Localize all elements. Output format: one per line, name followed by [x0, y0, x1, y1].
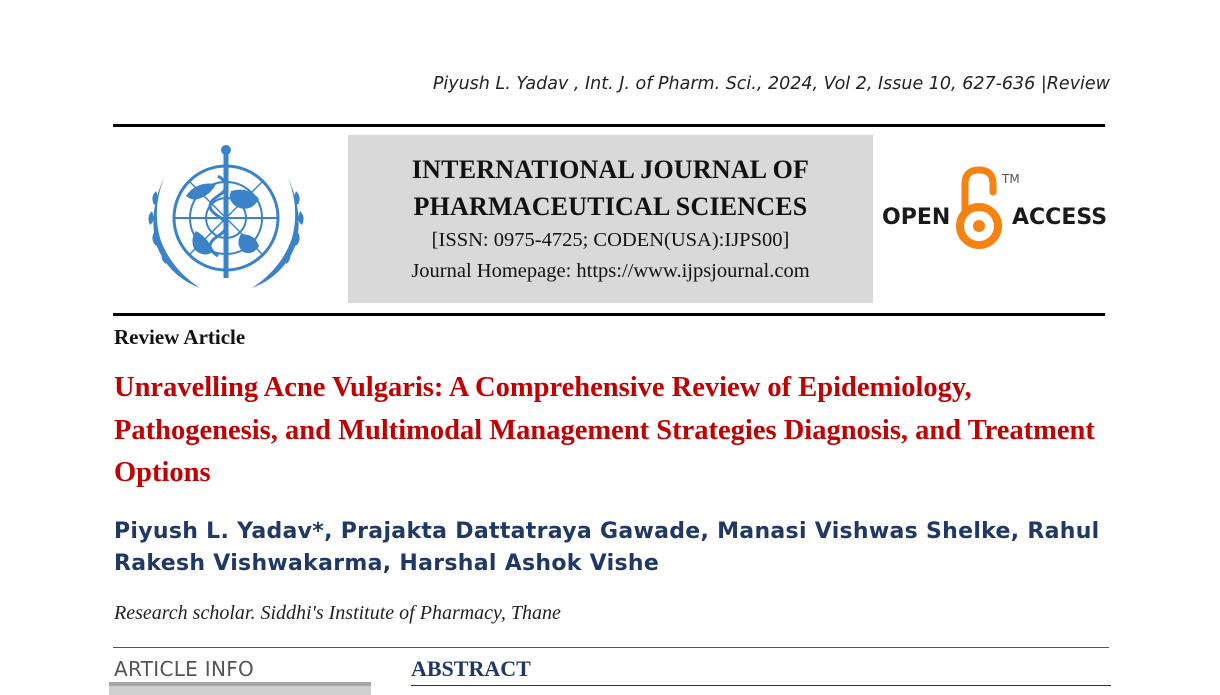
- running-header: Piyush L. Yadav , Int. J. of Pharm. Sci., 2024, Vol 2, Issue 10, 627-636 |Review: [432, 74, 1110, 94]
- journal-homepage[interactable]: Journal Homepage: https://www.ijpsjournal.com: [411, 260, 810, 282]
- journal-emblem-icon: [126, 136, 326, 306]
- article-title: Unravelling Acne Vulgaris: A Comprehensive Review of Epidemiology, Pathogenesis, and Multimodal Management Strategies Diagnosis, and Treatment Options: [114, 372, 1095, 488]
- abstract-rule: [411, 685, 1111, 686]
- article-type-label: Review Article: [114, 325, 246, 349]
- journal-name-line2: PHARMACEUTICAL SCIENCES: [413, 192, 808, 221]
- open-access-tm: TM: [1002, 172, 1020, 186]
- header-rule-top: [113, 124, 1105, 127]
- section-divider: [113, 647, 1109, 648]
- open-access-left-text: OPEN: [882, 205, 951, 230]
- author-affiliation: Research scholar. Siddhi's Institute of Pharmacy, Thane: [114, 602, 561, 624]
- header-rule-bottom: [113, 313, 1105, 316]
- journal-issn: [ISSN: 0975-4725; CODEN(USA):IJPS00]: [431, 229, 790, 251]
- journal-name-line1: INTERNATIONAL JOURNAL OF: [411, 155, 810, 184]
- abstract-heading: ABSTRACT: [411, 656, 531, 681]
- article-info-heading: ARTICLE INFO: [114, 657, 255, 681]
- article-info-bar: [109, 682, 371, 695]
- journal-banner: [348, 135, 873, 303]
- open-access-lock-icon: [880, 166, 1108, 252]
- open-access-right-text: ACCESS: [1012, 205, 1108, 230]
- article-authors: Piyush L. Yadav*, Prajakta Dattatraya Gawade, Manasi Vishwas Shelke, Rahul Rakesh Vishwakarma, Harshal Ashok Vishe: [114, 519, 1100, 576]
